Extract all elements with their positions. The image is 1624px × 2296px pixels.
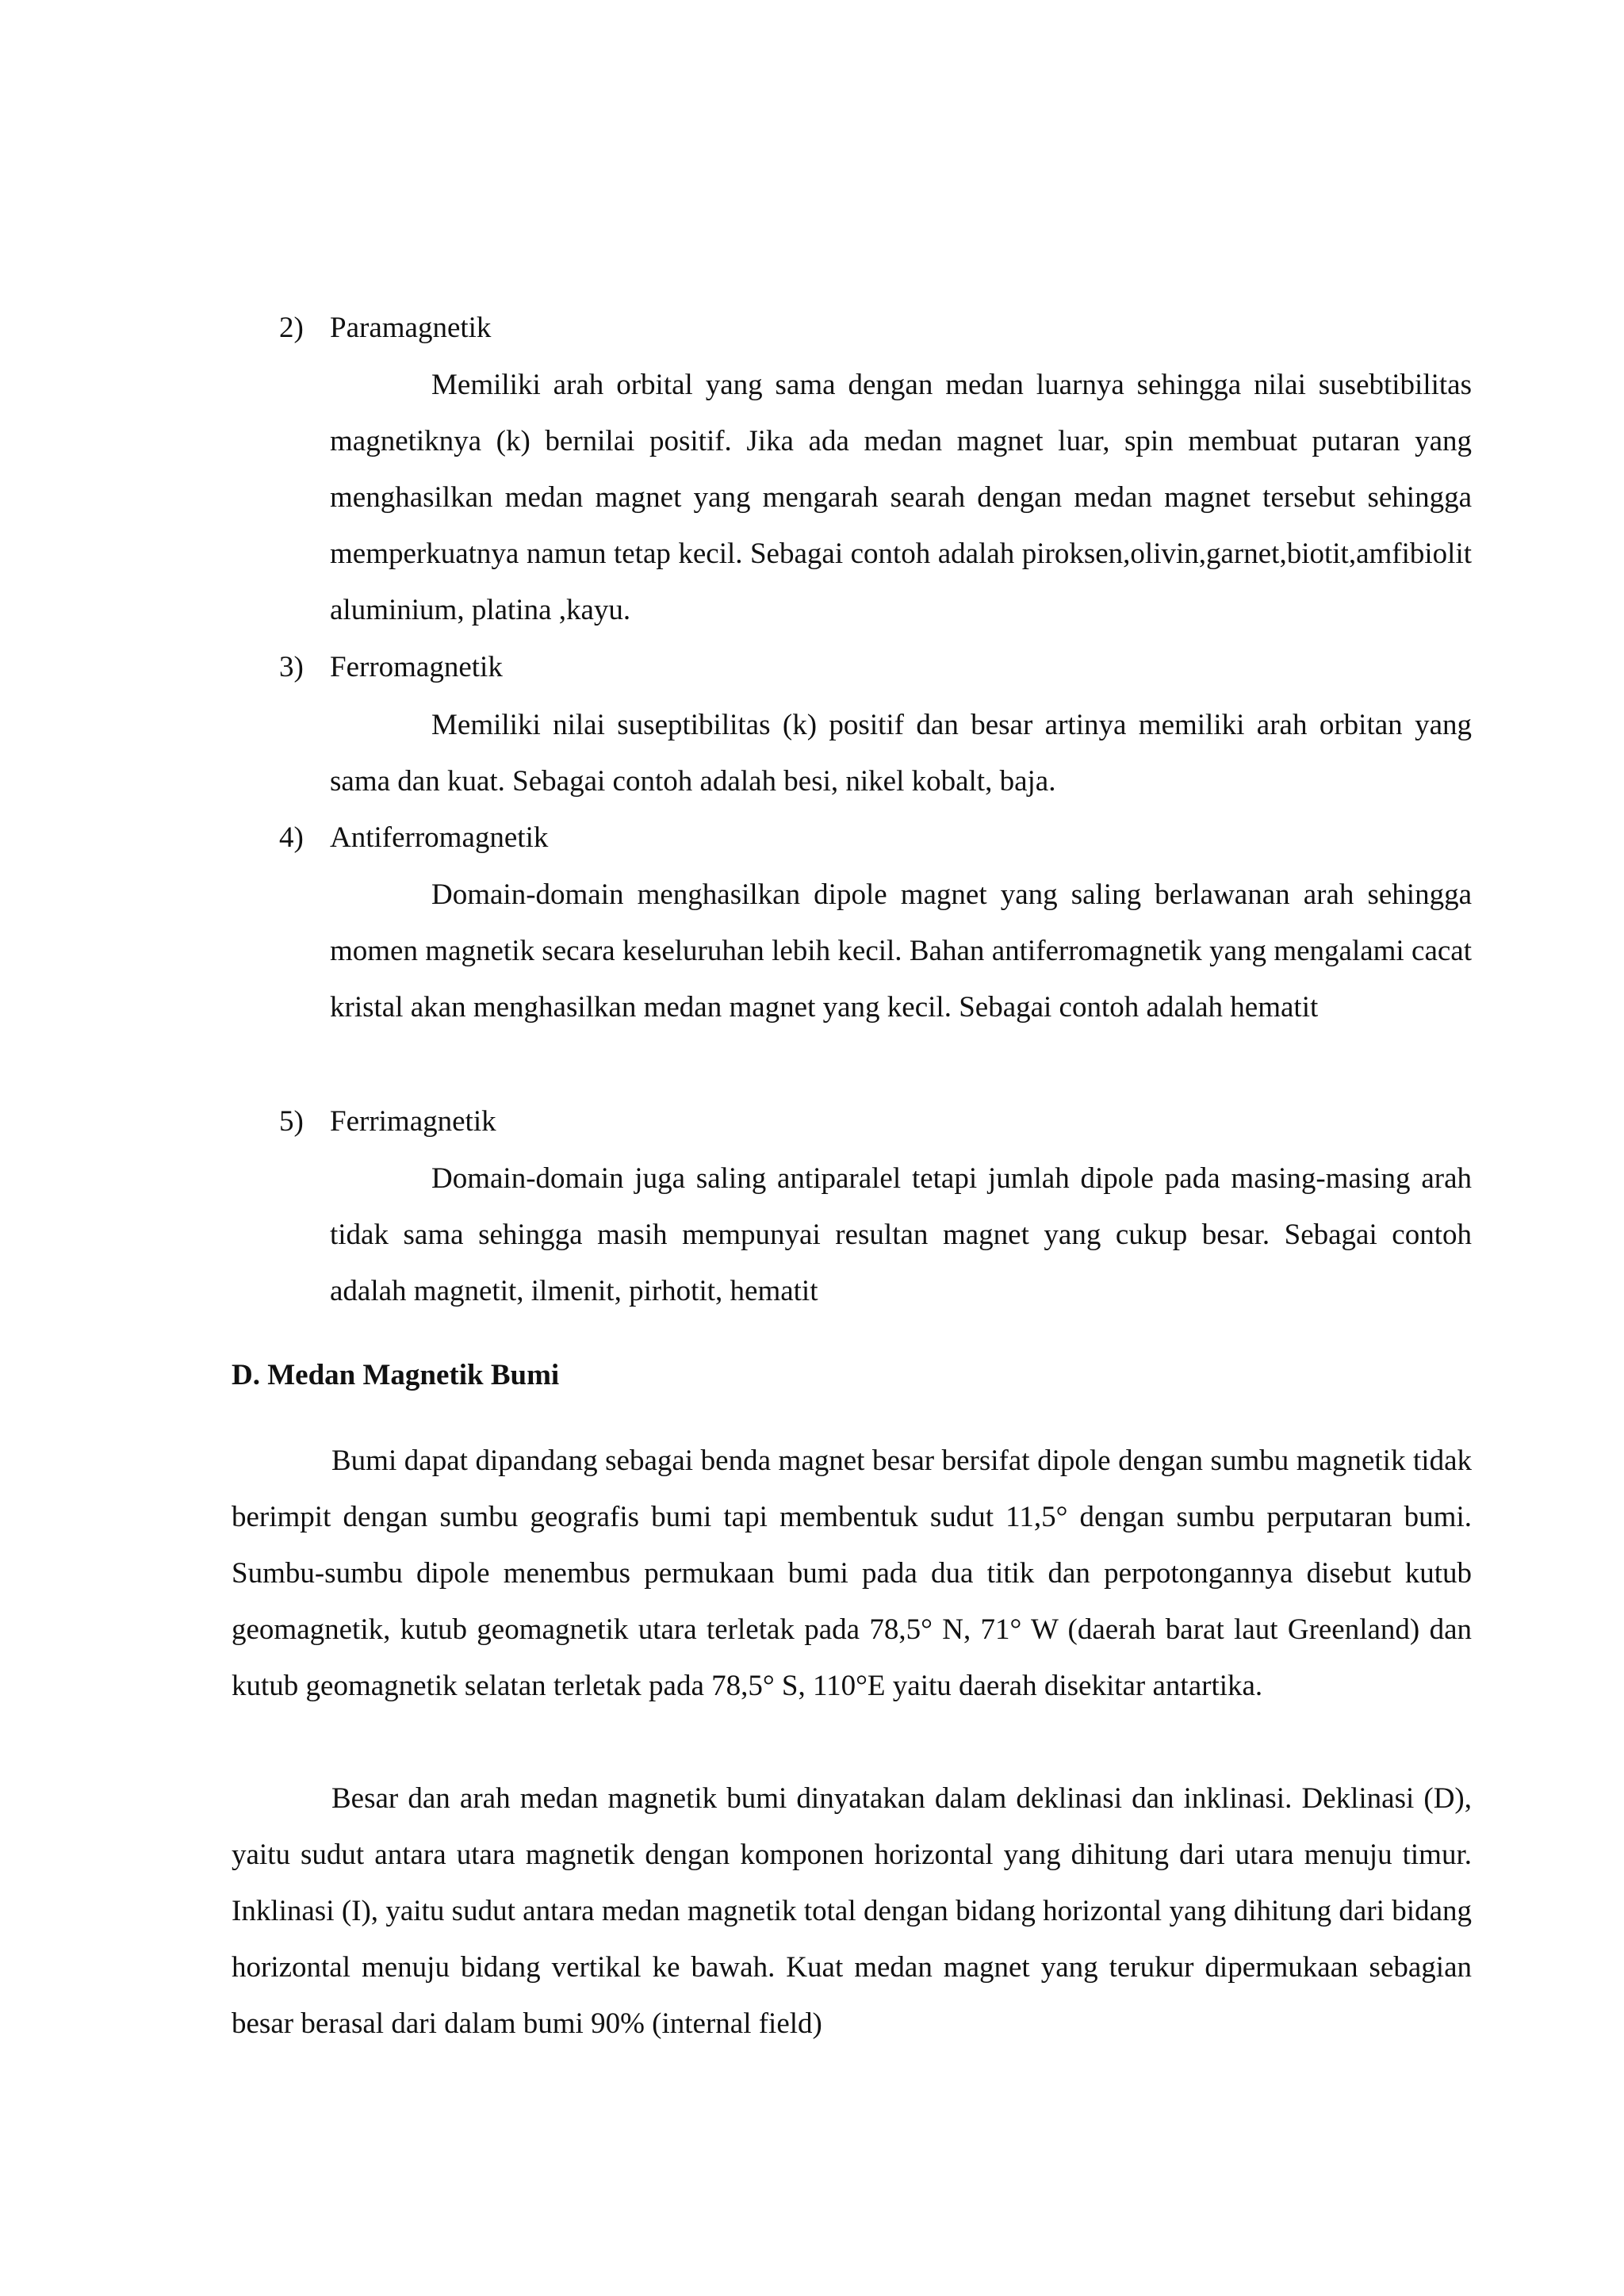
list-item-paragraph: Memiliki arah orbital yang sama dengan medan luarnya sehingga nilai susebtibilitas magnetiknya (k) bernilai positif. Jika ada medan magnet luar, spin membuat putaran yang menghasilkan medan magnet yang mengarah searah dengan medan magnet tersebut sehingga memperkuatnya namun tetap kecil. Sebagai contoh adalah piroksen,olivin,garnet,biotit,amfibiolit aluminium, platina ,kayu.: [330, 369, 1472, 626]
list-item-number: 2): [279, 312, 304, 344]
list-item-heading: [279, 650, 503, 685]
list-item-title: Ferrimagnetik: [330, 1105, 496, 1138]
body-paragraph: Besar dan arah medan magnetik bumi dinyatakan dalam deklinasi dan inklinasi. Deklinasi (D), yaitu sudut antara utara magnetik dengan komponen horizontal yang dihitung dari utara menuju timur. Inklinasi (I), yaitu sudut antara medan magnetik total dengan bidang horizontal yang dihitung dari bidang horizontal menuju bidang vertikal ke bawah. Kuat medan magnet yang terukur dipermukaan sebagian besar berasal dari dalam bumi 90% (internal field): [232, 1782, 1472, 2040]
list-item-title: Paramagnetik: [330, 312, 492, 344]
list-item-number: 5): [279, 1105, 304, 1138]
list-item-paragraph: Domain-domain menghasilkan dipole magnet yang saling berlawanan arah sehingga momen magnetik secara keseluruhan lebih kecil. Bahan antiferromagnetik yang mengalami cacat kristal akan menghasilkan medan magnet yang kecil. Sebagai contoh adalah hematit: [330, 878, 1472, 1024]
body-paragraph: Bumi dapat dipandang sebagai benda magnet besar bersifat dipole dengan sumbu magnetik tidak berimpit dengan sumbu geografis bumi tapi membentuk sudut 11,5° dengan sumbu perputaran bumi. Sumbu-sumbu dipole menembus permukaan bumi pada dua titik dan perpotongannya disebut kutub geomagnetik, kutub geomagnetik utara terletak pada 78,5° N, 71° W (daerah barat laut Greenland) dan kutub geomagnetik selatan terletak pada 78,5° S, 110°E yaitu daerah disekitar antartika.: [232, 1445, 1472, 1702]
list-item-heading: [279, 821, 548, 855]
list-item-number: 4): [279, 821, 304, 854]
list-item-title: Ferromagnetik: [330, 651, 503, 683]
section-heading: D. Medan Magnetik Bumi: [232, 1359, 560, 1391]
list-item-heading: [279, 1104, 496, 1139]
list-item-paragraph: Memiliki nilai suseptibilitas (k) positif dan besar artinya memiliki arah orbitan yang sama dan kuat. Sebagai contoh adalah besi, nikel kobalt, baja.: [330, 709, 1472, 798]
list-item-title: Antiferromagnetik: [330, 821, 549, 854]
list-item-paragraph: Domain-domain juga saling antiparalel tetapi jumlah dipole pada masing-masing arah tidak sama sehingga masih mempunyai resultan magnet yang cukup besar. Sebagai contoh adalah magnetit, ilmenit, pirhotit, hematit: [330, 1162, 1472, 1307]
list-item-number: 3): [279, 651, 304, 683]
list-item-heading: [279, 311, 491, 346]
